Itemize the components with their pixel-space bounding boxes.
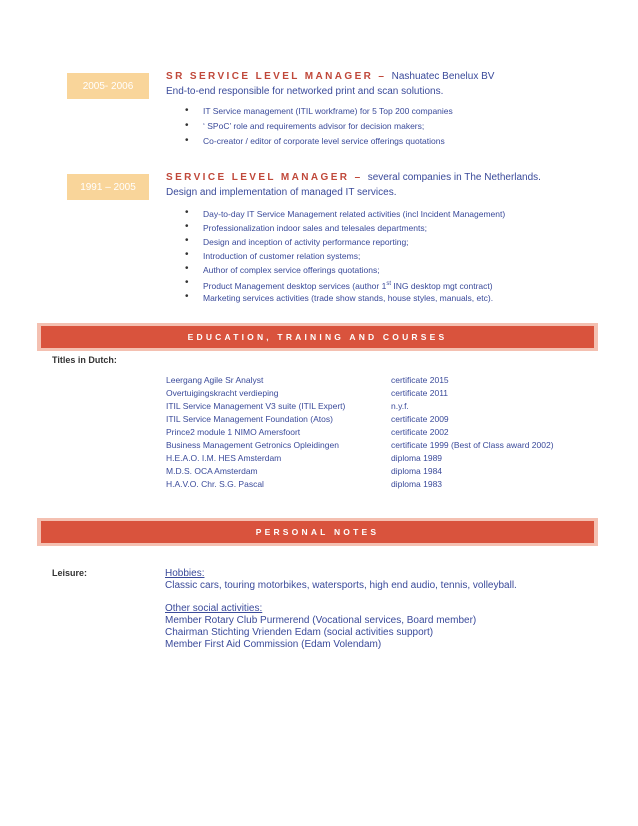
bullet-text: ING desktop mgt contract) <box>391 280 493 291</box>
social-activity-item: Member First Aid Commission (Edam Volendam) <box>165 639 382 650</box>
hobbies-text: Classic cars, touring motorbikes, watersports, high end audio, tennis, volleyball. <box>165 580 517 591</box>
course-row <box>166 453 586 465</box>
job-bullet: • Marketing services activities (trade show stands, house styles, manuals, etc). <box>185 291 505 305</box>
personal-section-header <box>37 518 598 546</box>
job-bullet: • Introduction of customer relation systems; <box>185 249 505 263</box>
hobbies-block <box>165 568 517 592</box>
course-row <box>166 414 586 426</box>
job-description: End-to-end responsible for networked print and scan solutions. <box>166 86 444 97</box>
job-bullet-list <box>185 104 453 149</box>
hobbies-heading: Hobbies: <box>165 568 205 579</box>
social-activity-item: Member Rotary Club Purmerend (Vocational services, Board member) <box>165 615 477 626</box>
bullet-text: Product Management desktop services (author 1 <box>203 280 387 291</box>
superscript: st <box>386 281 391 287</box>
course-name: Overtuigingskracht verdieping <box>166 388 279 398</box>
titles-label: Titles in Dutch: <box>52 355 117 365</box>
job-title-text: SR SERVICE LEVEL MANAGER – <box>166 71 387 82</box>
course-row <box>166 466 586 478</box>
course-name: Prince2 module 1 NIMO Amersfoort <box>166 427 301 437</box>
course-row <box>166 388 586 400</box>
course-name: Leergang Agile Sr Analyst <box>166 375 264 385</box>
job-bullet: • Day-to-day IT Service Management related activities (incl Incident Management) <box>185 207 505 221</box>
course-result: certificate 2009 <box>391 414 449 424</box>
social-activities-heading: Other social activities: <box>165 603 263 614</box>
job-title-text: SERVICE LEVEL MANAGER – <box>166 172 363 183</box>
course-result: certificate 2015 <box>391 375 449 385</box>
period-badge: 1991 – 2005 <box>67 174 149 200</box>
course-name: Business Management Getronics Opleidingen <box>166 440 339 450</box>
course-result: diploma 1984 <box>391 466 443 476</box>
job-bullet: • Design and inception of activity performance reporting; <box>185 235 505 249</box>
course-result: certificate 2002 <box>391 427 449 437</box>
job-company: Nashuatec Benelux BV <box>391 71 495 82</box>
course-row <box>166 375 586 387</box>
course-row <box>166 401 586 413</box>
job-bullet <box>185 277 505 291</box>
job-bullet: • Co-creator / editor of corporate level service offerings quotations <box>185 134 453 149</box>
course-result: diploma 1983 <box>391 479 443 489</box>
course-name: H.A.V.O. Chr. S.G. Pascal <box>166 479 264 489</box>
course-name: M.D.S. OCA Amsterdam <box>166 466 258 476</box>
course-result: certificate 1999 (Best of Class award 2002) <box>391 440 554 450</box>
section-heading: PERSONAL NOTES <box>41 521 594 543</box>
education-section-header <box>37 323 598 351</box>
course-row <box>166 427 586 439</box>
leisure-label: Leisure: <box>52 568 88 578</box>
course-row <box>166 440 586 452</box>
course-name: ITIL Service Management Foundation (Atos) <box>166 414 333 424</box>
course-result: diploma 1989 <box>391 453 443 463</box>
course-row <box>166 479 586 491</box>
job-bullet: • IT Service management (ITIL workframe) for 5 Top 200 companies <box>185 104 453 119</box>
course-result: certificate 2011 <box>391 388 449 398</box>
job-bullet: • Professionalization indoor sales and telesales departments; <box>185 221 505 235</box>
course-name: ITIL Service Management V3 suite (ITIL Expert) <box>166 401 346 411</box>
course-name: H.E.A.O. I.M. HES Amsterdam <box>166 453 282 463</box>
job-bullet: • ‘ SPoC’ role and requirements advisor for decision makers; <box>185 119 453 134</box>
job-bullet: • Author of complex service offerings quotations; <box>185 263 505 277</box>
job-title <box>166 172 541 183</box>
job-bullet-list <box>185 207 505 305</box>
social-activity-item: Chairman Stichting Vrienden Edam (social activities support) <box>165 627 434 638</box>
period-badge: 2005- 2006 <box>67 73 149 99</box>
job-title <box>166 71 494 82</box>
social-activities-block <box>165 603 476 651</box>
job-description: Design and implementation of managed IT services. <box>166 187 397 198</box>
job-company: several companies in The Netherlands. <box>367 172 541 183</box>
course-result: n.y.f. <box>391 401 409 411</box>
section-heading: EDUCATION, TRAINING AND COURSES <box>41 326 594 348</box>
